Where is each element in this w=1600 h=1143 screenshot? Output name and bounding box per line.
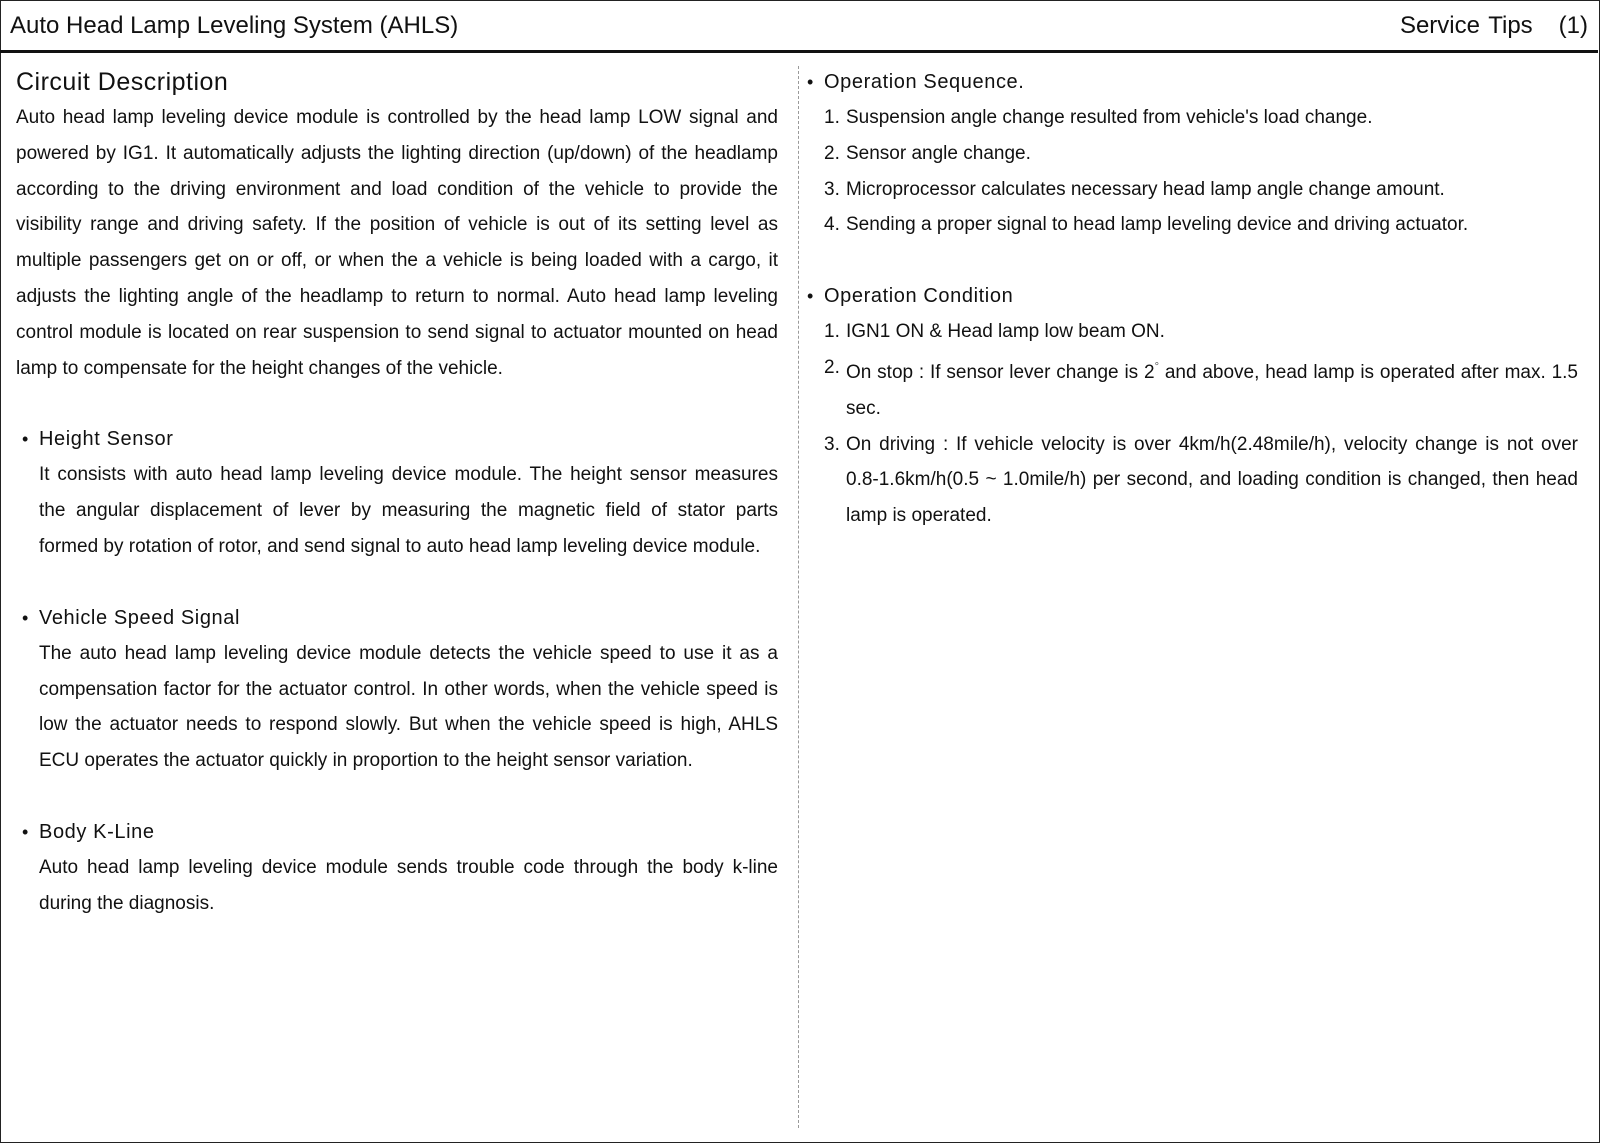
bullet-icon: •	[807, 286, 814, 307]
bullet-icon: •	[22, 607, 29, 628]
circuit-description-title: Circuit Description	[16, 68, 229, 96]
list-item: 3. On driving : If vehicle velocity is over 4km/h(2.48mile/h), velocity change is not over 0.8-1.6km/h(0.5 ~ 1.0mile/h) per second, and loading condition is changed, then head lamp is operated.	[824, 433, 1578, 527]
list-item: 2. Sensor angle change.	[824, 142, 1031, 164]
list-item: 2. On stop : If sensor lever change is 2° and above, head lamp is operated after max. 1.5 sec.	[824, 356, 1578, 419]
vehicle-speed-text: The auto head lamp leveling device module detects the vehicle speed to use it as a compensation factor for the actuator control. In other words, when the vehicle speed is low the actuator needs to respond slowly. But when the vehicle speed is high, AHLS ECU operates the actuator quickly in proportion to the height sensor variation.	[39, 642, 778, 772]
bullet-icon: •	[22, 821, 29, 842]
list-item: 1. Suspension angle change resulted from vehicle's load change.	[824, 107, 1373, 128]
circuit-description-text: Auto head lamp leveling device module is controlled by the head lamp LOW signal and powered by IG1. It automatically adjusts the lighting direction (up/down) of the headlamp according to the driving environment and load condition of the vehicle to provide the visibility range and driving safety. If the position of vehicle is out of its setting level as multiple passengers get on or off, or when the a vehicle is being loaded with a cargo, it adjusts the lighting angle of the headlamp to return to normal. Auto head lamp leveling control module is located on rear suspension to send signal to actuator mounted on head lamp to compensate for the height changes of the vehicle.	[16, 107, 778, 379]
bullet-icon: •	[807, 72, 814, 92]
operation-condition-section	[807, 278, 1578, 534]
left-column	[16, 64, 778, 922]
operation-condition-list	[824, 314, 1578, 534]
operation-condition-title: Operation Condition	[824, 285, 1014, 308]
operation-sequence-list	[824, 100, 1578, 243]
right-column	[807, 64, 1578, 534]
list-item: 1. IGN1 ON & Head lamp low beam ON.	[824, 321, 1165, 343]
document-title: Auto Head Lamp Leveling System (AHLS)	[10, 12, 459, 39]
page-header	[0, 0, 1598, 53]
vehicle-speed-section	[22, 600, 778, 779]
list-item: 4. Sending a proper signal to head lamp leveling device and driving actuator.	[824, 214, 1469, 236]
height-sensor-text: It consists with auto head lamp leveling device module. The height sensor measures the angular displacement of lever by measuring the magnetic field of stator parts formed by rotation of rotor, and send signal to auto head lamp leveling device module.	[39, 464, 778, 557]
operation-sequence-title: Operation Sequence.	[824, 71, 1025, 93]
body-kline-text: Auto head lamp leveling device module sends trouble code through the body k-line during the diagnosis.	[39, 856, 778, 914]
height-sensor-section	[22, 421, 778, 564]
list-item: 3. Microprocessor calculates necessary head lamp angle change amount.	[824, 178, 1445, 200]
section-label: Service Tips (1)	[1399, 12, 1588, 39]
bullet-icon: •	[22, 429, 29, 450]
body-kline-title: Body K-Line	[39, 820, 155, 843]
degree-symbol: °	[1154, 360, 1159, 373]
operation-sequence-section	[807, 64, 1578, 243]
height-sensor-title: Height Sensor	[39, 428, 174, 451]
vehicle-speed-title: Vehicle Speed Signal	[39, 606, 241, 629]
body-kline-section	[22, 814, 778, 922]
column-divider	[798, 66, 799, 1128]
